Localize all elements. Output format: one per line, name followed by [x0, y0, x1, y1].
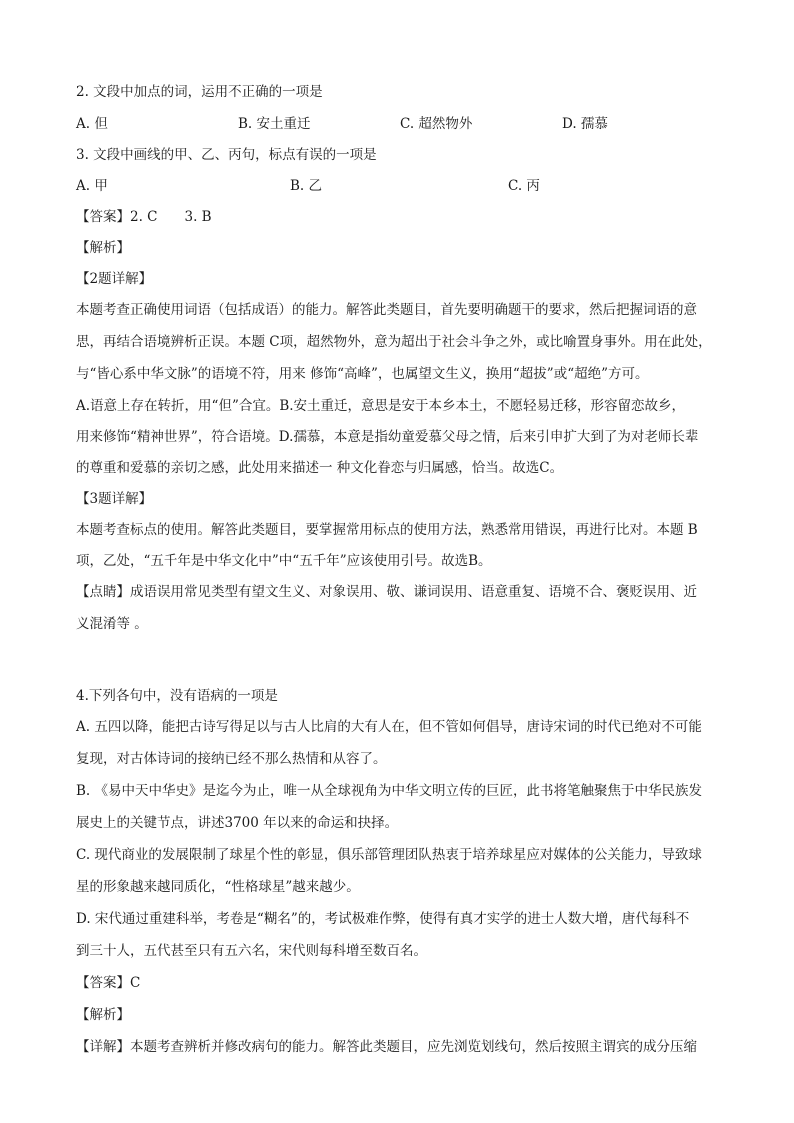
detail-2-line: 思，再结合语境辨析正误。本题 C项，超然物外，意为超出于社会斗争之外，或比喻置身事外。用在此处，	[76, 334, 712, 350]
question-4-option-a-line: A. 五四以降，能把古诗写得足以与古人比肩的大有人在，但不管如何倡导，唐诗宋词的时代已绝对不可能	[76, 719, 702, 735]
question-3-option-a: A. 甲	[76, 178, 108, 194]
question-4-stem: 4.下列各句中，没有语病的一项是	[76, 688, 278, 704]
question-3-option-c: C. 丙	[508, 178, 540, 194]
question-2-option-b: B. 安土重迁	[238, 116, 311, 132]
question-2-stem: 2. 文段中加点的词，运用不正确的一项是	[76, 84, 323, 100]
question-4-option-b-line: B. 《易中天中华史》是迄今为止，唯一从全球视角为中华文明立传的巨匠，此书将笔触聚焦于中华民族发	[76, 783, 703, 799]
answer-line: 【答案】2. C 3. B	[76, 209, 212, 225]
detail-3-line: 项，乙处，“五千年是中华文化中”中“五千年”应该使用引号。故选B。	[76, 553, 492, 569]
tip-line: 义混淆等 。	[76, 616, 148, 632]
detail-3-heading: 【3题详解】	[76, 491, 153, 507]
tip-text: 成语误用常见类型有望文生义、对象误用、敬、谦词误用、语意重复、语境不合、褒贬误用、近	[130, 584, 697, 600]
detail-2-line: 的尊重和爱慕的亲切之感，此处用来描述一 种文化眷恋与归属感，恰当。故选C。	[76, 460, 564, 476]
question-3-option-b: B. 乙	[290, 178, 323, 194]
question-2-option-c: C. 超然物外	[400, 116, 473, 132]
question-3-stem: 3. 文段中画线的甲、乙、丙句，标点有误的一项是	[76, 147, 377, 163]
question-4-option-d-line: D. 宋代通过重建科举，考卷是“糊名”的，考试极难作弊，使得有真才实学的进士人数大增，唐代每科不	[76, 911, 690, 927]
question-2-option-a: A. 但	[76, 116, 108, 132]
detail-2-line: 用来修饰“精神世界”，符合语境。D.孺慕，本意是指幼童爱慕父母之情，后来引申扩大到了为对老师长辈	[76, 429, 699, 445]
detail-2-line: 本题考查正确使用词语（包括成语）的能力。解答此类题目，首先要明确题干的要求，然后把握词语的意	[76, 302, 697, 318]
detail-2-line: 与“皆心系中华文脉”的语境不符，用来 修饰“高峰”，也属望文生义，换用“超拔”或“超绝”方可。	[76, 366, 649, 382]
question-4-option-b-line: 展史上的关键节点，讲述3700 年以来的命运和抉择。	[76, 815, 399, 831]
detail-2-line: A.语意上存在转折，用“但”合宜。B.安土重迁，意思是安于本乡本土，不愿轻易迁移，形容留恋故乡，	[76, 398, 686, 414]
analysis-heading: 【解析】	[76, 1007, 130, 1023]
question-4-option-c-line: C. 现代商业的发展限制了球星个性的彰显，俱乐部管理团队热衷于培养球星应对媒体的公关能力，导致球	[76, 847, 702, 863]
detail-3-line: 本题考查标点的使用。解答此类题目，要掌握常用标点的使用方法，熟悉常用错误，再进行比对。本题 B	[76, 522, 698, 538]
question-4-option-c-line: 星的形象越来越同质化，“性格球星”越来越少。	[76, 879, 360, 895]
question-4-option-d-line: 到三十人，五代甚至只有五六名，宋代则每科增至数百名。	[76, 943, 427, 959]
detail-2-heading: 【2题详解】	[76, 271, 153, 287]
question-2-option-d: D. 孺慕	[562, 116, 608, 132]
analysis-heading: 【解析】	[76, 240, 130, 256]
question-4-option-a-line: 复现，对古体诗词的接纳已经不那么热情和从容了。	[76, 751, 387, 767]
tip-line	[76, 582, 697, 602]
tip-label: 【点睛】	[76, 584, 130, 600]
answer-line: 【答案】C	[76, 975, 141, 991]
detail-4-line: 【详解】本题考查辨析并修改病句的能力。解答此类题目，应先浏览划线句，然后按照主谓宾的成分压缩	[76, 1039, 697, 1055]
